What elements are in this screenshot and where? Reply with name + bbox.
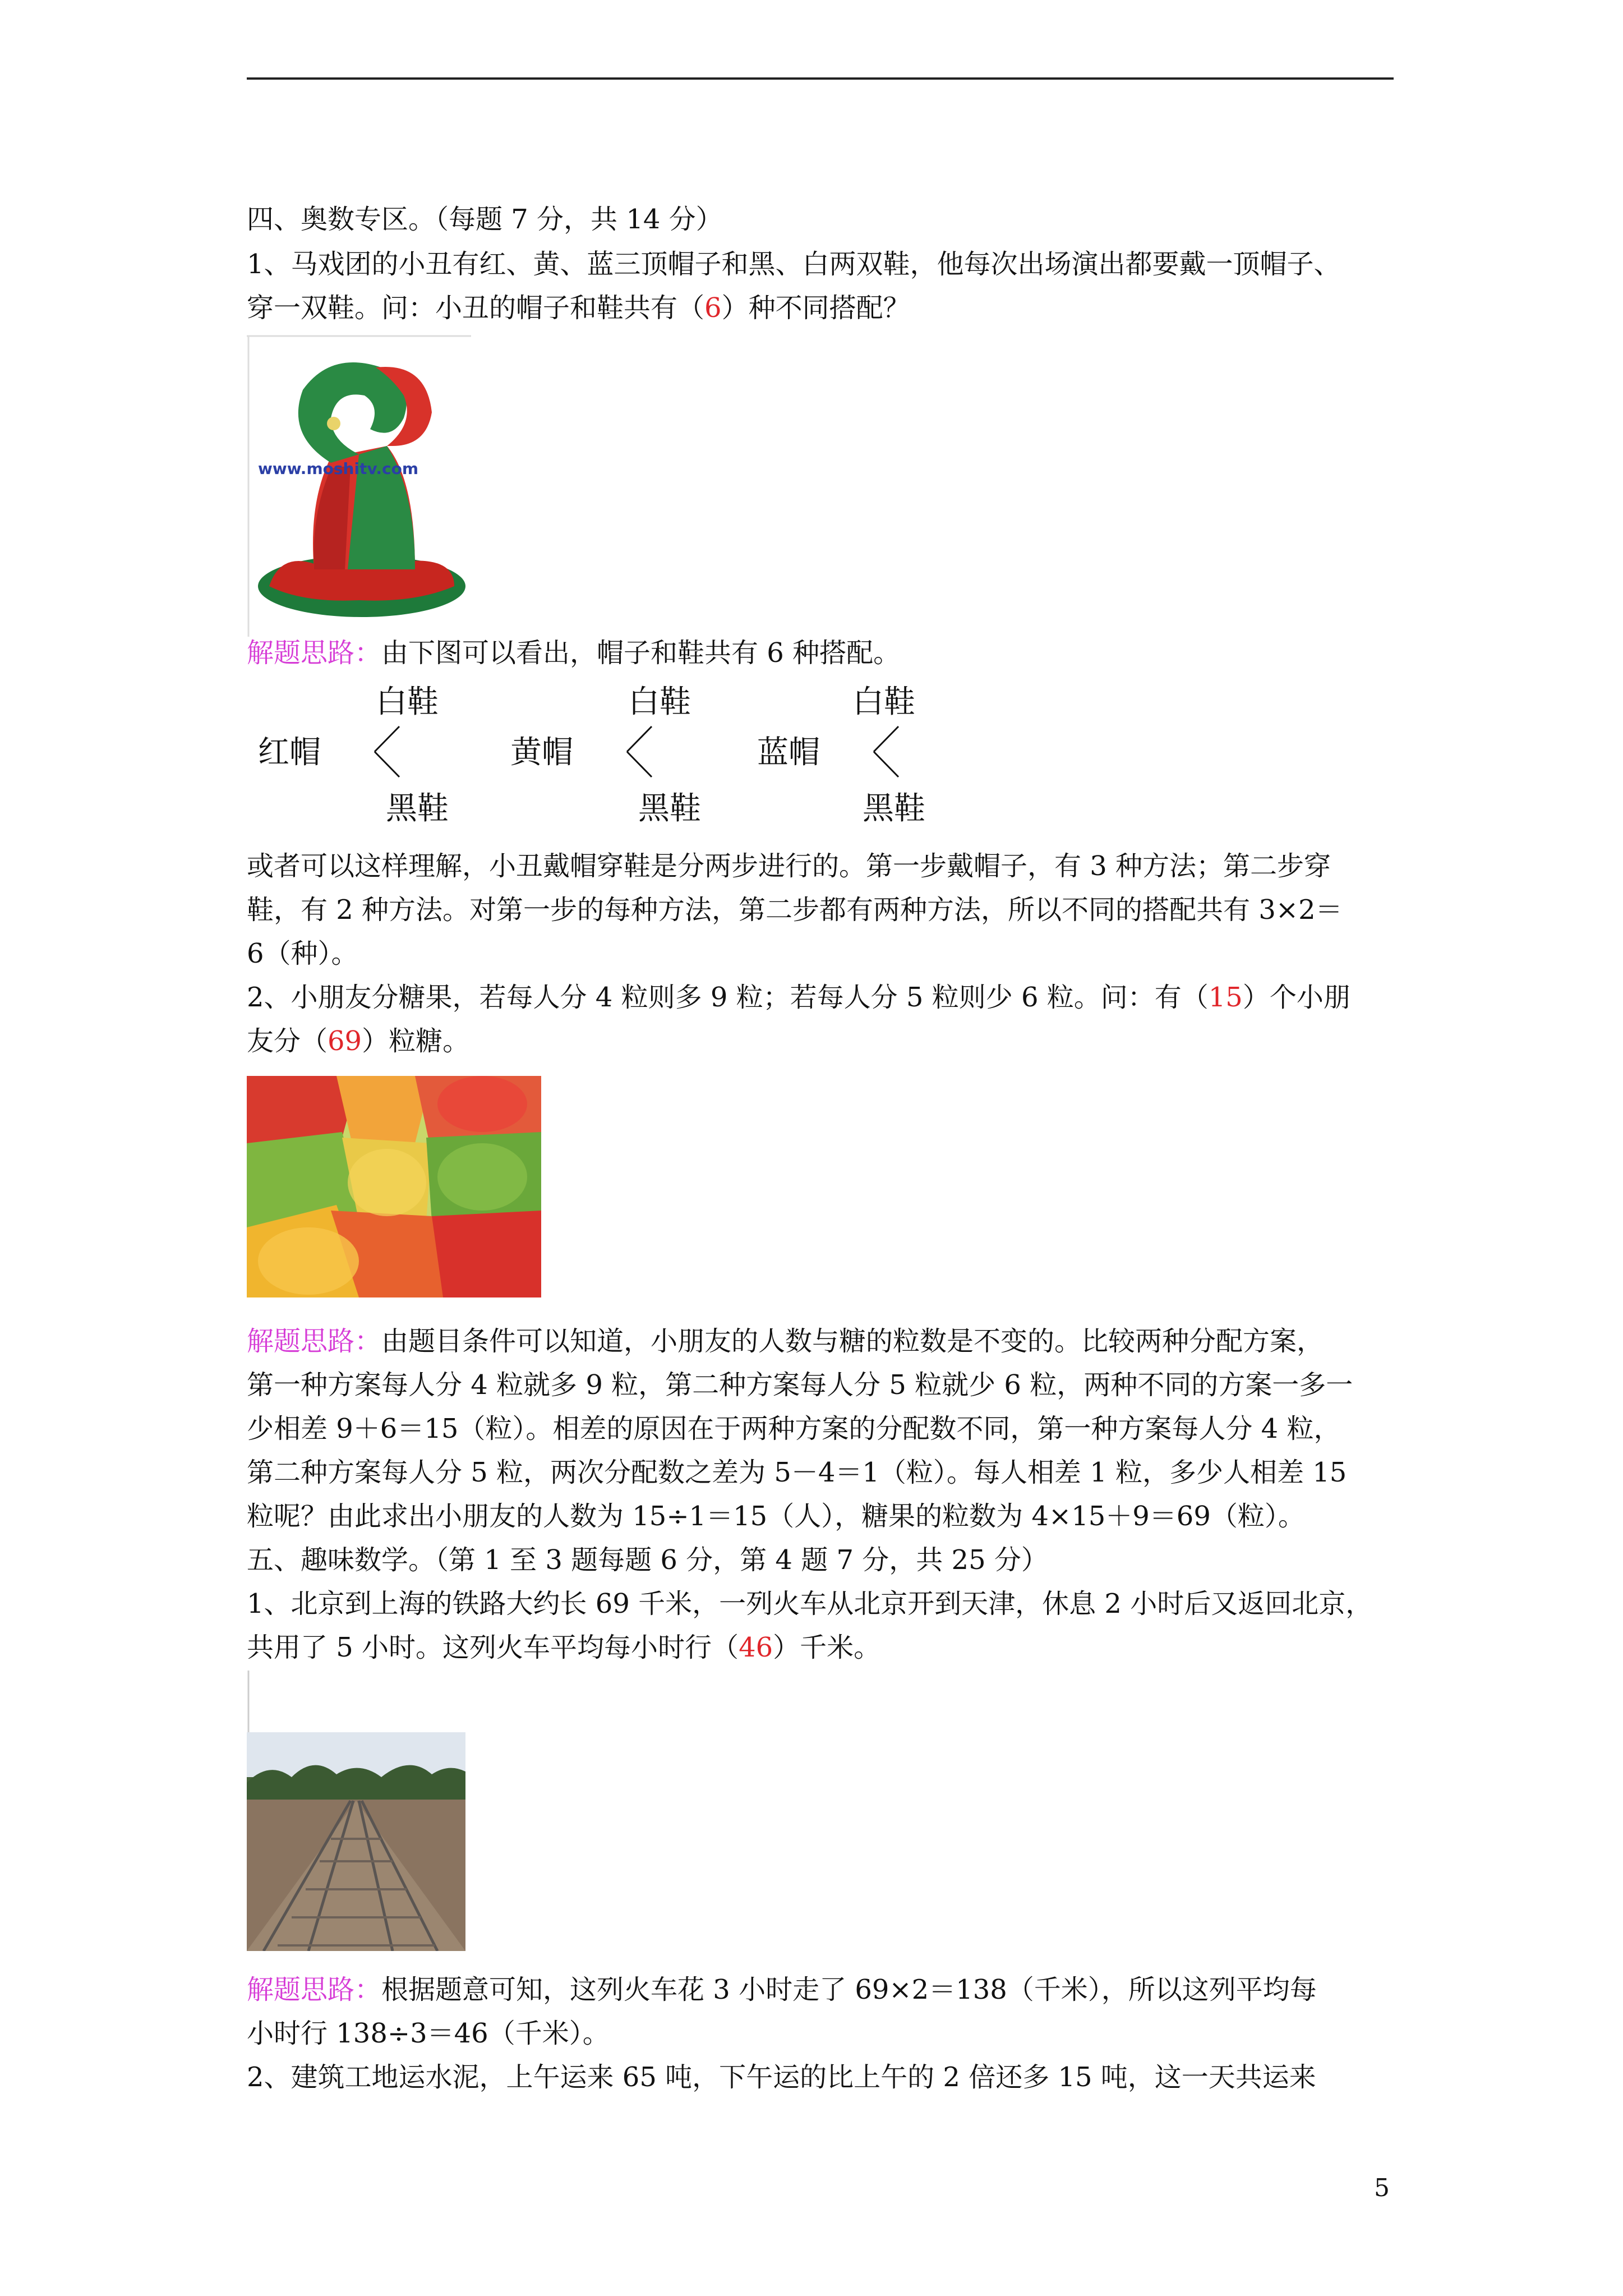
s5-q1-line1: 1、北京到上海的铁路大约长 69 千米，一列火车从北京开到天津，休息 2 小时后又返回北京， xyxy=(247,1588,1373,1619)
jester-hat-image xyxy=(247,334,471,637)
tree-branch xyxy=(627,726,652,777)
header-rule xyxy=(247,77,1394,80)
tree-diagram xyxy=(247,673,953,836)
q1-explain-3: 6（种）。 xyxy=(247,938,358,969)
q2-solution-5: 粒呢？由此求出小朋友的人数为 15÷1＝15（人），糖果的粒数为 4×15＋9＝69（粒）。 xyxy=(247,1501,1305,1532)
q2-solution-1: 解题思路：由题目条件可以知道，小朋友的人数与糖的粒数是不变的。比较两种分配方案， xyxy=(247,1326,1324,1357)
s5-q1-answer: 46 xyxy=(739,1632,773,1663)
image-watermark: www.moshitv.com xyxy=(258,459,419,478)
tree-bottom-label: 黑鞋 xyxy=(863,790,925,827)
tree-top-label: 白鞋 xyxy=(852,684,915,720)
q1-line2: 穿一双鞋。问：小丑的帽子和鞋共有（6）种不同搭配？ xyxy=(247,292,910,324)
q2-line1: 2、小朋友分糖果，若每人分 4 粒则多 9 粒；若每人分 5 粒则少 6 粒。问：有（15）个小朋 xyxy=(247,982,1350,1013)
tree-bottom-label: 黑鞋 xyxy=(386,790,449,827)
page-number: 5 xyxy=(1374,2174,1390,2202)
s5-q2-line1: 2、建筑工地运水泥，上午运来 65 吨，下午运的比上午的 2 倍还多 15 吨，这一天共运来 xyxy=(247,2062,1316,2093)
solution-label: 解题思路： xyxy=(247,637,382,669)
tree-red-hat xyxy=(258,684,449,827)
s5-q1-line2: 共用了 5 小时。这列火车平均每小时行（46）千米。 xyxy=(247,1632,881,1663)
solution-label: 解题思路： xyxy=(247,1974,382,2005)
tree-branch xyxy=(375,726,399,777)
tree-blue-hat xyxy=(757,684,925,827)
q1-solution: 解题思路：由下图可以看出，帽子和鞋共有 6 种搭配。 xyxy=(247,637,901,669)
tree-hat-label: 红帽 xyxy=(258,734,321,771)
candy-image xyxy=(247,1076,541,1297)
q1-explain-2: 鞋，有 2 种方法。对第一步的每种方法，第二步都有两种方法，所以不同的搭配共有 3×2＝ xyxy=(247,894,1343,926)
tree-yellow-hat xyxy=(510,684,701,827)
q2-solution-4: 第二种方案每人分 5 粒，两次分配数之差为 5－4＝1（粒）。每人相差 1 粒，多少人相差 15 xyxy=(247,1457,1347,1488)
q2-solution-3: 少相差 9＋6＝15（粒）。相差的原因在于两种方案的分配数不同，第一种方案每人分 4 粒， xyxy=(247,1413,1341,1444)
q2-solution-2: 第一种方案每人分 4 粒就多 9 粒，第二种方案每人分 5 粒就少 6 粒，两种不同的方案一多一 xyxy=(247,1369,1353,1401)
tree-top-label: 白鞋 xyxy=(628,684,691,720)
q1-explain-1: 或者可以这样理解，小丑戴帽穿鞋是分两步进行的。第一步戴帽子，有 3 种方法；第二步穿 xyxy=(247,850,1331,882)
q2-answer1: 15 xyxy=(1208,982,1243,1013)
tree-top-label: 白鞋 xyxy=(376,684,439,720)
section5-heading: 五、趣味数学。（第 1 至 3 题每题 6 分，第 4 题 7 分，共 25 分） xyxy=(247,1544,1048,1576)
section4-heading: 四、奥数专区。（每题 7 分，共 14 分） xyxy=(247,204,723,235)
q1-line1: 1、马戏团的小丑有红、黄、蓝三顶帽子和黑、白两双鞋，他每次出场演出都要戴一顶帽子、 xyxy=(247,249,1341,280)
tree-hat-label: 蓝帽 xyxy=(757,734,820,771)
q2-answer2: 69 xyxy=(328,1025,362,1057)
tree-bottom-label: 黑鞋 xyxy=(638,790,701,827)
q2-line2: 友分（69）粒糖。 xyxy=(247,1025,470,1057)
tree-branch xyxy=(874,726,898,777)
s5-q1-solution-2: 小时行 138÷3＝46（千米）。 xyxy=(247,2018,610,2049)
tree-hat-label: 黄帽 xyxy=(510,734,573,771)
solution-label: 解题思路： xyxy=(247,1326,382,1357)
railway-image xyxy=(247,1671,465,1951)
q1-answer: 6 xyxy=(704,292,722,324)
s5-q1-solution-1: 解题思路：根据题意可知，这列火车花 3 小时走了 69×2＝138（千米），所以这列平均每 xyxy=(247,1974,1317,2005)
